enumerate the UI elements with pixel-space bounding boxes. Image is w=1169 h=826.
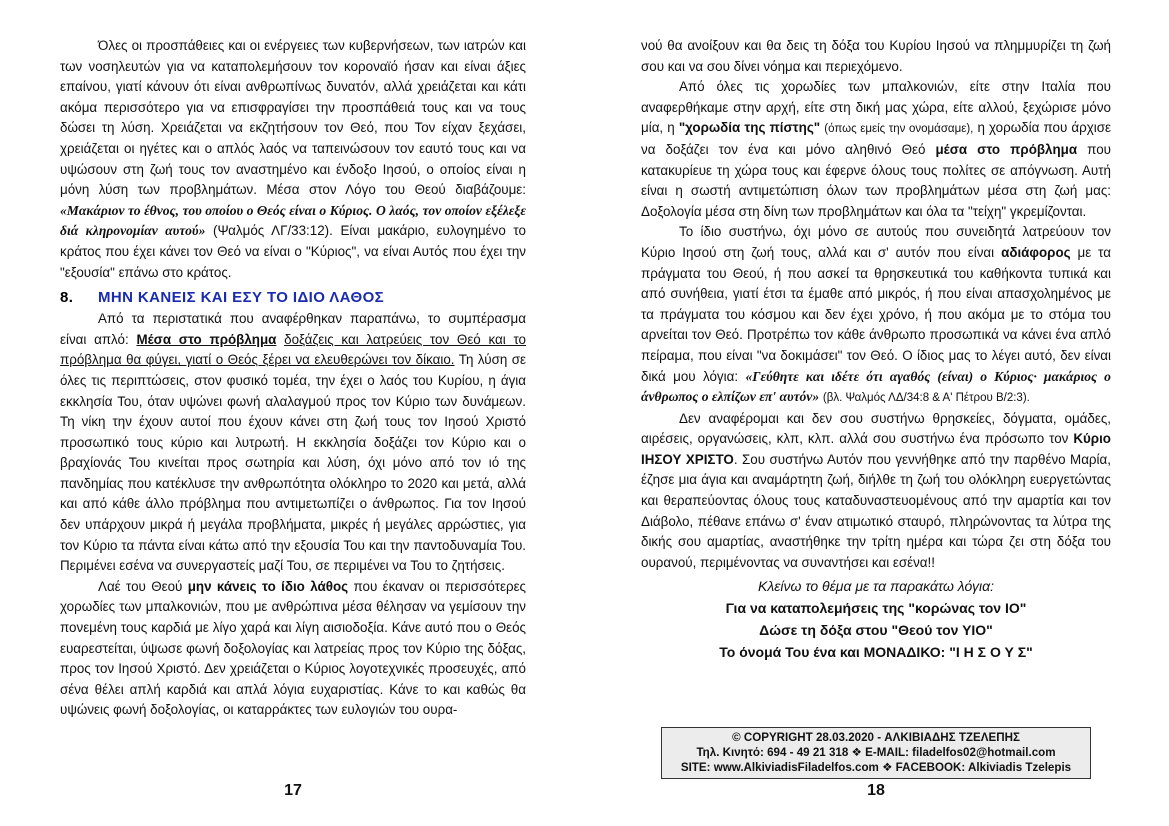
paragraph-text: που κατακυρίευε τη χώρα τους και έφερνε όλους τους πολίτες σε απόγνωση. Αυτή είναι η σωστή αντιμετώπιση όλων των προβλημάτων μέσα στη ζωή μας: Δοξολογία μέσα στη δίνη των προβλημάτων και όλα τα "τείχη" γκρεμίζονται. — [641, 141, 1111, 219]
closing-lead: Κλείνω το θέμα με τα παρακάτω λόγια: — [758, 578, 994, 595]
paragraph-text: Λαέ του Θεού — [98, 578, 183, 594]
emphasis-text: Μέσα στο πρόβλημα — [136, 331, 277, 347]
section-number: 8. — [60, 289, 74, 307]
paragraph-text: που έκαναν οι περισσότερες χορωδίες των μπαλκονιών, που με ανθρώπινα μέσα θέλησαν να γεμίσουν την πονεμένη τους καρδιά με λίγο χαρά και λίγη αισιοδοξία. Κάνε αυτό που ο Θεός ευαρεστείται, ύψωσε φωνή δοξολογίας και λατρείας προς τον Κύριο της δόξας, προς τον Ιησού Χριστό. Δεν χρειάζεται ο Κύριος λογοτεχνικές προσευχές, από σένα θέλει απλή καρδιά και απλά λόγια ευχαριστίας. Κάνε το και καθώς θα υψώνεις φωνή δοξολογίας, οι καταρράκτες των ευλογιών του ουρα- — [60, 578, 526, 718]
underlined-text: δοξάζεις και λατρεύεις τον Θεό και το πρόβλημα θα φύγει, γιατί ο Θεός ξέρει να ελευθερώνει τον δίκαιο. — [60, 331, 526, 368]
emphasis-text: Κύριο ΙΗΣΟΥ ΧΡΙΣΤΟ — [641, 431, 1111, 467]
paragraph-0 — [641, 36, 1111, 77]
closing-line: Δώσε τη δόξα στου "Θεού τον ΥΙΟ" — [759, 622, 993, 639]
scripture-ref: (Ψαλμός ΛΓ/33:12). — [213, 223, 333, 239]
closing-block — [641, 575, 1111, 663]
site-line: SITE: www.AlkiviadisFiladelfos.com ❖ FACEBOOK: Alkiviadis Tzelepis — [680, 761, 1072, 774]
paragraph-2 — [641, 222, 1111, 408]
paragraph-1 — [60, 36, 526, 283]
closing-line: Για να καταπολεμήσεις της "κορώνας τον ΙΟ" — [725, 600, 1027, 617]
paragraph-text: Τη λύση σε όλες τις περιπτώσεις, στον φυσικό τομέα, την έχει ο λαός του Κυρίου, η άγια εκκλησία Του, όταν υψώνει φωνή αλαλαγμού προς τον Κύριο των δυνάμεων. Τη νίκη την έχουν αυτοί που έχουν κάνει στη ζωή τους τον Ιησού Χριστό προσωπικό τους κύριο και λυτρωτή. Η εκκλησία δοξάζει τον Κύριο και ο βραχίονάς Του κινείται προς σωτηρία και λύση, όχι μόνο από τον ιό της πανδημίας που κατέκλυσε την ανθρωπότητα ολόκληρο το 2020 και μετά, αλλά και από κάθε άλλο πρόβλημα που αντιμετωπίζει ο άνθρωπος. Για τον Ιησού δεν υπάρχουν μικρά ή μεγάλα προβλήματα, μικρές ή μεγάλες αρρώστιες, για τον Κύριο τα πάντα είναι κάτω από την εξουσία Του και την παντοδυναμία Του. Περιμένει εσένα να συνεργαστείς μαζί Του, σε περιμένει να Του το ζητήσεις. — [60, 352, 526, 574]
aside-text: (όπως εμείς την ονομάσαμε), — [824, 123, 974, 136]
paragraph-text: Είναι μακάριο, ευλογημένο το κράτος που έχει κάνει τον Θεό να είναι ο "Κύριος", να είναι Αυτός που έχει την "εξουσία" επάνω στο κράτος. — [60, 223, 526, 280]
contact-line: Τηλ. Κινητό: 694 - 49 21 318 ❖ E-MAIL: filadelfos02@hotmail.com — [696, 746, 1056, 759]
emphasis-text: μέσα στο πρόβλημα — [935, 141, 1078, 157]
section-heading — [60, 287, 526, 309]
emphasis-text: "χορωδία της πίστης" — [678, 120, 821, 136]
scripture-quote: «Γεύθητε και ιδέτε ότι αγαθός (είναι) ο Κύριος· μακάριος ο άνθρωπος ο ελπίζων επ' αυτόν» — [641, 368, 1111, 405]
paragraph-text: νού θα ανοίξουν και θα δεις τη δόξα του Κυρίου Ιησού να πλημμυρίζει τη ζωή σου και να σου δίνει νόημα και περιεχόμενο. — [641, 38, 1111, 74]
paragraph-2 — [60, 309, 526, 577]
closing-line: Το όνομά Του ένα και ΜΟΝΑΔΙΚΟ: "Ι Η Σ Ο Υ Σ" — [719, 644, 1033, 661]
scripture-quote: «Μακάριον το έθνος, του οποίου ο Θεός είναι ο Κύριος. Ο λαός, τον οποίον εξέλεξε διά κληρονομίαν αυτού» — [60, 202, 526, 239]
scripture-ref: (βλ. Ψαλμός ΛΔ/34:8 & Α' Πέτρου Β/2:3). — [822, 392, 1030, 405]
paragraph-3 — [60, 577, 526, 721]
paragraph-text: η χορωδία που άρχισε να δοξάζει τον ένα και μόνο αληθινό Θεό — [641, 120, 1111, 157]
paragraph-text: . Σου συστήνω Αυτόν που γεννήθηκε από την παρθένο Μαρία, έζησε μια άγια και αναμάρτητη ζωή, διήλθε τη ζωή του ολόκληρη ευεργετώντας και θεραπεύοντας όλους τους καταδυναστευομένους από την αμαρτία και τον Διάβολο, πέθανε επάνω σ' έναν ατιμωτικό σταυρό, πληρώνοντας τα λύτρα της δικής σου αμαρτίας, αναστήθηκε την τρίτη ημέρα και τώρα ζει στη δόξα του ουρανού, περιμένοντας να συναντήσει και εσένα!! — [641, 451, 1111, 570]
right-text-column — [641, 36, 1111, 663]
paragraph-text: Όλες οι προσπάθειες και οι ενέργειες των κυβερνήσεων, των ιατρών και των νοσηλευτών για να καταπολεμήσουν τον κοροναϊό ήσαν και είναι άξιες επαίνου, γιατί κάνουν ότι είναι ανθρωπίνως δυνατόν, αλλά χρειάζεται και κάτι ακόμα περισσότερο για να επισφραγίσει την προσπάθειά τους και να τους δώσει τη λύση. Χρειάζεται να εκζητήσουν τον Θεό, που Τον είχαν ξεχάσει, χρειάζεται οι ηγέτες και ο απλός λαός να ταπεινώσουν τον εαυτό τους και να υψώσουν στη ζωή τους τον αναστημένο και ένδοξο Ιησού, ο οποίος είναι η μόνη λύση των προβλημάτων. Μέσα στον Λόγο του Θεού διαβάζουμε: — [60, 38, 526, 198]
paragraph-text: με τα πράγματα του Θεού, ή που ασκεί τα θρησκευτικά του καθήκοντα τυπικά και από συνήθεια, γιατί έτσι τα έμαθε από μικρός, ή που είναι απασχολημένος με τα πράγματα του κόσμου και δεν έχει χρόνο, ή που ακόμα με το στόμα του αρνείται τον Θεό. Προτρέπω τον κάθε άνθρωπο προσωπικά να κάνει ένα απλό πείραμα, που είναι "να δοκιμάσει" τον Θεό. Ο ίδιος μας το λέγει αυτό, δεν είναι δικά μου λόγια: — [641, 244, 1111, 384]
copyright-line: © COPYRIGHT 28.03.2020 - ΑΛΚΙΒΙΑΔΗΣ ΤΖΕΛΕΠΗΣ — [732, 731, 1020, 744]
left-page — [60, 0, 526, 826]
paragraph-text: Δεν αναφέρομαι και δεν σου συστήνω θρησκείες, δόγματα, ομάδες, αιρέσεις, οργανώσεις, κλπ, κλπ. αλλά σου συστήνω ένα πρόσωπο τον — [641, 410, 1111, 447]
paragraph-3 — [641, 409, 1111, 574]
paragraph-text: Από όλες τις χορωδίες των μπαλκονιών, είτε στην Ιταλία που αναφερθήκαμε στην αρχή, είτε στη δική μας χώρα, είτε αλλού, ξεχώρισε μόνο μία, η — [641, 79, 1111, 136]
copyright-box — [661, 727, 1091, 779]
paragraph-1 — [641, 77, 1111, 222]
left-text-column — [60, 36, 526, 721]
emphasis-text: μην κάνεις το ίδιο λάθος — [187, 578, 349, 594]
right-page — [641, 0, 1111, 826]
paragraph-text: Από τα περιστατικά που αναφέρθηκαν παραπάνω, το συμπέρασμα είναι απλό: — [60, 311, 526, 347]
paragraph-text: Το ίδιο συστήνω, όχι μόνο σε αυτούς που συνειδητά λατρεύουν τον Κύριο Ιησού στη ζωή τους, αλλά και σ' αυτόν που είναι — [641, 224, 1111, 260]
page-number: 17 — [284, 782, 302, 799]
page-number: 18 — [867, 782, 885, 799]
section-title: ΜΗΝ ΚΑΝΕΙΣ ΚΑΙ ΕΣΥ ΤΟ ΙΔΙΟ ΛΑΘΟΣ — [98, 289, 385, 307]
emphasis-text: αδιάφορος — [1001, 244, 1071, 260]
